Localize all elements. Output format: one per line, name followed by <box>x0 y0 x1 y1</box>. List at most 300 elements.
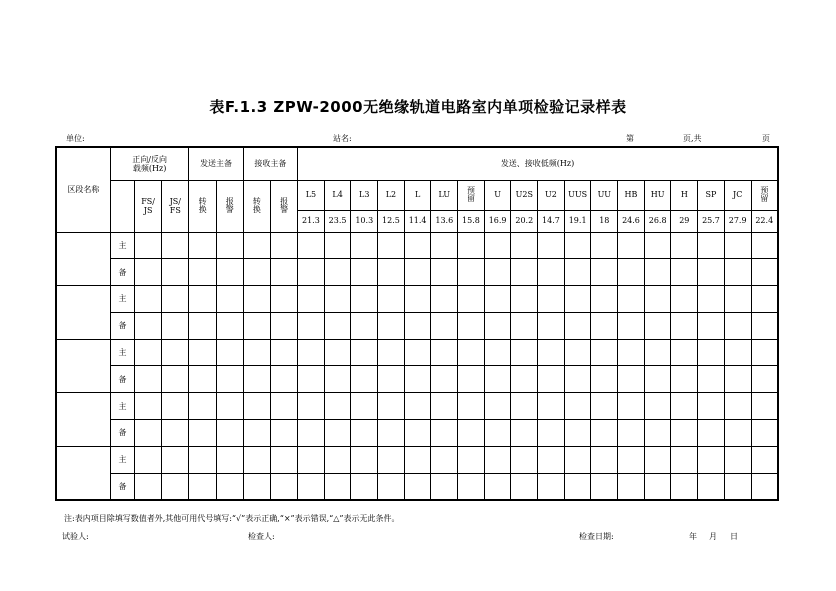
entry-cell <box>698 312 725 339</box>
entry-cell <box>431 473 458 500</box>
entry-cell <box>644 420 671 447</box>
table-row <box>56 232 778 259</box>
entry-cell <box>484 232 511 259</box>
section-name-cell <box>56 339 110 393</box>
entry-cell <box>404 420 431 447</box>
entry-cell <box>644 232 671 259</box>
entry-cell <box>351 259 378 286</box>
entry-cell <box>324 393 351 420</box>
entry-cell <box>698 420 725 447</box>
table-row <box>56 286 778 313</box>
entry-cell <box>698 232 725 259</box>
entry-cell <box>724 286 751 313</box>
entry-cell <box>135 339 162 366</box>
receive-alarm-header: 报警 <box>270 180 297 232</box>
low-freq-value: 11.4 <box>404 210 431 232</box>
entry-cell <box>751 259 778 286</box>
entry-cell <box>591 312 618 339</box>
entry-cell <box>378 286 405 313</box>
date-year: 年 <box>689 532 697 541</box>
entry-cell <box>351 420 378 447</box>
header-row-1 <box>56 147 778 180</box>
entry-cell <box>671 339 698 366</box>
entry-cell <box>270 232 297 259</box>
low-freq-code: L3 <box>351 180 378 210</box>
entry-cell <box>270 393 297 420</box>
low-freq-value: 26.8 <box>644 210 671 232</box>
entry-cell <box>162 366 189 393</box>
receive-switch-header: 转换 <box>243 180 270 232</box>
entry-cell <box>431 420 458 447</box>
entry-cell <box>216 312 243 339</box>
entry-cell <box>698 286 725 313</box>
page-total-suffix: 页 <box>762 134 770 143</box>
entry-cell <box>298 366 325 393</box>
entry-cell <box>324 286 351 313</box>
low-freq-code: 预留 <box>458 180 485 210</box>
entry-cell <box>189 259 216 286</box>
entry-cell <box>216 473 243 500</box>
entry-cell <box>618 286 645 313</box>
entry-cell <box>484 446 511 473</box>
entry-cell <box>298 420 325 447</box>
page-total-mid: 页,共 <box>683 134 702 143</box>
entry-cell <box>351 446 378 473</box>
entry-cell <box>243 339 270 366</box>
backup-row-label: 备 <box>110 473 134 500</box>
entry-cell <box>431 366 458 393</box>
low-freq-code: H <box>671 180 698 210</box>
table-row <box>56 259 778 286</box>
entry-cell <box>724 232 751 259</box>
backup-row-label: 备 <box>110 366 134 393</box>
entry-cell <box>751 473 778 500</box>
entry-cell <box>511 339 538 366</box>
entry-cell <box>270 446 297 473</box>
entry-cell <box>564 232 591 259</box>
section-name-cell <box>56 393 110 447</box>
carrier-frequency-header: 正向/反向 载频(Hz) <box>110 147 189 180</box>
carrier-col-fs-js: FS/ JS <box>135 180 162 232</box>
entry-cell <box>243 473 270 500</box>
date-day: 日 <box>730 532 738 541</box>
entry-cell <box>404 259 431 286</box>
entry-cell <box>591 420 618 447</box>
entry-cell <box>458 420 485 447</box>
entry-cell <box>378 259 405 286</box>
entry-cell <box>644 339 671 366</box>
entry-cell <box>458 286 485 313</box>
section-name-cell <box>56 232 110 286</box>
entry-cell <box>324 446 351 473</box>
entry-cell <box>378 339 405 366</box>
entry-cell <box>458 446 485 473</box>
entry-cell <box>378 366 405 393</box>
entry-cell <box>724 420 751 447</box>
entry-cell <box>671 393 698 420</box>
entry-cell <box>216 232 243 259</box>
low-freq-value: 16.9 <box>484 210 511 232</box>
send-alarm-header: 报警 <box>216 180 243 232</box>
entry-cell <box>591 473 618 500</box>
backup-row-label: 备 <box>110 259 134 286</box>
entry-cell <box>511 286 538 313</box>
entry-cell <box>591 393 618 420</box>
entry-cell <box>751 312 778 339</box>
entry-cell <box>298 393 325 420</box>
entry-cell <box>644 446 671 473</box>
form-title: 表F.1.3 ZPW-2000无绝缘轨道电路室内单项检验记录样表 <box>209 98 627 116</box>
entry-cell <box>618 339 645 366</box>
entry-cell <box>458 259 485 286</box>
entry-cell <box>538 393 565 420</box>
low-freq-value: 21.3 <box>298 210 325 232</box>
entry-cell <box>270 473 297 500</box>
entry-cell <box>431 259 458 286</box>
entry-cell <box>431 286 458 313</box>
receive-main-backup-header: 接收主备 <box>243 147 297 180</box>
unit-label: 单位: <box>66 134 85 143</box>
entry-cell <box>378 232 405 259</box>
entry-cell <box>511 312 538 339</box>
check-date-label: 检查日期: <box>579 532 614 541</box>
entry-cell <box>135 446 162 473</box>
entry-cell <box>189 473 216 500</box>
entry-cell <box>404 366 431 393</box>
section-name-cell <box>56 286 110 340</box>
entry-cell <box>431 312 458 339</box>
table-row <box>56 420 778 447</box>
entry-cell <box>698 366 725 393</box>
entry-cell <box>538 259 565 286</box>
entry-cell <box>404 446 431 473</box>
table-row <box>56 473 778 500</box>
low-freq-value: 10.3 <box>351 210 378 232</box>
entry-cell <box>751 339 778 366</box>
entry-cell <box>135 312 162 339</box>
low-freq-code: UUS <box>564 180 591 210</box>
entry-cell <box>591 259 618 286</box>
entry-cell <box>511 393 538 420</box>
entry-cell <box>189 232 216 259</box>
entry-cell <box>751 393 778 420</box>
entry-cell <box>216 446 243 473</box>
low-freq-value: 18 <box>591 210 618 232</box>
backup-row-label: 备 <box>110 312 134 339</box>
main-row-label: 主 <box>110 339 134 366</box>
entry-cell <box>538 473 565 500</box>
low-freq-value: 12.5 <box>378 210 405 232</box>
entry-cell <box>564 420 591 447</box>
entry-cell <box>618 232 645 259</box>
table-row <box>56 446 778 473</box>
entry-cell <box>538 420 565 447</box>
entry-cell <box>724 366 751 393</box>
entry-cell <box>484 473 511 500</box>
entry-cell <box>135 366 162 393</box>
entry-cell <box>216 259 243 286</box>
low-freq-code: L <box>404 180 431 210</box>
low-freq-value: 19.1 <box>564 210 591 232</box>
low-freq-code: 预留 <box>751 180 778 210</box>
low-freq-value: 23.5 <box>324 210 351 232</box>
entry-cell <box>484 259 511 286</box>
entry-cell <box>351 312 378 339</box>
low-freq-code: L4 <box>324 180 351 210</box>
entry-cell <box>135 259 162 286</box>
entry-cell <box>671 473 698 500</box>
entry-cell <box>724 446 751 473</box>
entry-cell <box>511 232 538 259</box>
entry-cell <box>324 339 351 366</box>
entry-cell <box>298 446 325 473</box>
entry-cell <box>618 473 645 500</box>
entry-cell <box>216 420 243 447</box>
entry-cell <box>724 312 751 339</box>
entry-cell <box>351 393 378 420</box>
entry-cell <box>351 366 378 393</box>
entry-cell <box>644 366 671 393</box>
low-freq-code: UU <box>591 180 618 210</box>
entry-cell <box>724 393 751 420</box>
date-month: 月 <box>709 532 717 541</box>
entry-cell <box>538 366 565 393</box>
entry-cell <box>698 473 725 500</box>
entry-cell <box>243 393 270 420</box>
entry-cell <box>698 339 725 366</box>
entry-cell <box>404 286 431 313</box>
entry-cell <box>404 232 431 259</box>
entry-cell <box>270 286 297 313</box>
entry-cell <box>751 286 778 313</box>
entry-cell <box>564 393 591 420</box>
entry-cell <box>511 446 538 473</box>
entry-cell <box>404 339 431 366</box>
entry-cell <box>324 232 351 259</box>
entry-cell <box>618 446 645 473</box>
table-row <box>56 366 778 393</box>
entry-cell <box>644 286 671 313</box>
entry-cell <box>270 339 297 366</box>
entry-cell <box>378 473 405 500</box>
entry-cell <box>564 312 591 339</box>
entry-cell <box>135 393 162 420</box>
entry-cell <box>189 420 216 447</box>
entry-cell <box>538 232 565 259</box>
entry-cell <box>591 446 618 473</box>
entry-cell <box>243 286 270 313</box>
entry-cell <box>698 393 725 420</box>
entry-cell <box>511 473 538 500</box>
entry-cell <box>270 366 297 393</box>
entry-cell <box>135 473 162 500</box>
table-row <box>56 312 778 339</box>
low-freq-value: 29 <box>671 210 698 232</box>
low-freq-value: 15.8 <box>458 210 485 232</box>
entry-cell <box>671 232 698 259</box>
entry-cell <box>564 286 591 313</box>
entry-cell <box>618 312 645 339</box>
entry-cell <box>618 259 645 286</box>
entry-cell <box>298 286 325 313</box>
entry-cell <box>162 473 189 500</box>
entry-cell <box>484 339 511 366</box>
section-name-cell <box>56 446 110 500</box>
entry-cell <box>162 420 189 447</box>
entry-cell <box>671 366 698 393</box>
entry-cell <box>698 259 725 286</box>
low-freq-code: U2 <box>538 180 565 210</box>
entry-cell <box>162 286 189 313</box>
entry-cell <box>351 232 378 259</box>
entry-cell <box>216 286 243 313</box>
low-freq-value: 25.7 <box>698 210 725 232</box>
low-freq-code: U <box>484 180 511 210</box>
main-row-label: 主 <box>110 232 134 259</box>
entry-cell <box>484 286 511 313</box>
entry-cell <box>564 473 591 500</box>
entry-cell <box>671 286 698 313</box>
entry-cell <box>298 473 325 500</box>
entry-cell <box>591 366 618 393</box>
send-main-backup-header: 发送主备 <box>189 147 243 180</box>
entry-cell <box>751 446 778 473</box>
entry-cell <box>351 286 378 313</box>
low-freq-code: U2S <box>511 180 538 210</box>
low-freq-value: 22.4 <box>751 210 778 232</box>
entry-cell <box>351 473 378 500</box>
entry-cell <box>484 393 511 420</box>
blank-header-cell <box>110 180 134 232</box>
entry-cell <box>404 473 431 500</box>
entry-cell <box>671 420 698 447</box>
entry-cell <box>135 232 162 259</box>
entry-cell <box>591 286 618 313</box>
main-row-label: 主 <box>110 286 134 313</box>
entry-cell <box>189 312 216 339</box>
entry-cell <box>378 420 405 447</box>
entry-cell <box>538 339 565 366</box>
entry-cell <box>298 312 325 339</box>
entry-cell <box>189 366 216 393</box>
entry-cell <box>243 420 270 447</box>
entry-cell <box>189 393 216 420</box>
entry-cell <box>431 393 458 420</box>
entry-cell <box>564 259 591 286</box>
entry-cell <box>538 446 565 473</box>
entry-cell <box>298 259 325 286</box>
low-frequency-header: 发送、接收低频(Hz) <box>298 147 778 180</box>
table-note: 注:表内项目除填写数值者外,其他可用代号填写:“√”表示正确,“×”表示错误,“△”表示无此条件。 <box>64 514 400 523</box>
entry-cell <box>644 259 671 286</box>
entry-cell <box>324 366 351 393</box>
low-freq-value: 14.7 <box>538 210 565 232</box>
entry-cell <box>564 446 591 473</box>
entry-cell <box>324 259 351 286</box>
low-freq-value: 27.9 <box>724 210 751 232</box>
entry-cell <box>458 366 485 393</box>
entry-cell <box>270 420 297 447</box>
entry-cell <box>458 339 485 366</box>
main-row-label: 主 <box>110 446 134 473</box>
entry-cell <box>484 366 511 393</box>
entry-cell <box>216 393 243 420</box>
station-label: 站名: <box>333 134 352 143</box>
entry-cell <box>162 312 189 339</box>
low-freq-code: L2 <box>378 180 405 210</box>
entry-cell <box>298 232 325 259</box>
carrier-col-js-fs: JS/ FS <box>162 180 189 232</box>
main-row-label: 主 <box>110 393 134 420</box>
entry-cell <box>511 259 538 286</box>
entry-cell <box>618 366 645 393</box>
entry-cell <box>671 312 698 339</box>
checker-label: 检查人: <box>248 532 275 541</box>
low-freq-code: HB <box>618 180 645 210</box>
entry-cell <box>591 232 618 259</box>
entry-cell <box>324 473 351 500</box>
table-row <box>56 393 778 420</box>
backup-row-label: 备 <box>110 420 134 447</box>
entry-cell <box>162 393 189 420</box>
entry-cell <box>644 473 671 500</box>
low-freq-code: LU <box>431 180 458 210</box>
entry-cell <box>751 366 778 393</box>
entry-cell <box>698 446 725 473</box>
entry-cell <box>618 420 645 447</box>
entry-cell <box>644 312 671 339</box>
entry-cell <box>458 473 485 500</box>
table-row <box>56 339 778 366</box>
entry-cell <box>671 259 698 286</box>
entry-cell <box>378 446 405 473</box>
tester-label: 试验人: <box>62 532 89 541</box>
entry-cell <box>243 259 270 286</box>
low-freq-code: HU <box>644 180 671 210</box>
entry-cell <box>162 446 189 473</box>
entry-cell <box>644 393 671 420</box>
entry-cell <box>243 366 270 393</box>
entry-cell <box>189 286 216 313</box>
low-freq-code: L5 <box>298 180 325 210</box>
entry-cell <box>484 420 511 447</box>
entry-cell <box>618 393 645 420</box>
entry-cell <box>431 446 458 473</box>
entry-cell <box>404 393 431 420</box>
entry-cell <box>564 339 591 366</box>
entry-cell <box>591 339 618 366</box>
entry-cell <box>243 312 270 339</box>
entry-cell <box>484 312 511 339</box>
low-freq-code: JC <box>724 180 751 210</box>
entry-cell <box>162 232 189 259</box>
entry-cell <box>378 312 405 339</box>
entry-cell <box>351 339 378 366</box>
entry-cell <box>243 446 270 473</box>
entry-cell <box>458 232 485 259</box>
entry-cell <box>751 232 778 259</box>
header-row-2 <box>56 180 778 210</box>
entry-cell <box>724 473 751 500</box>
entry-cell <box>751 420 778 447</box>
entry-cell <box>162 339 189 366</box>
entry-cell <box>538 312 565 339</box>
entry-cell <box>135 420 162 447</box>
entry-cell <box>431 232 458 259</box>
entry-cell <box>298 339 325 366</box>
entry-cell <box>324 420 351 447</box>
entry-cell <box>538 286 565 313</box>
